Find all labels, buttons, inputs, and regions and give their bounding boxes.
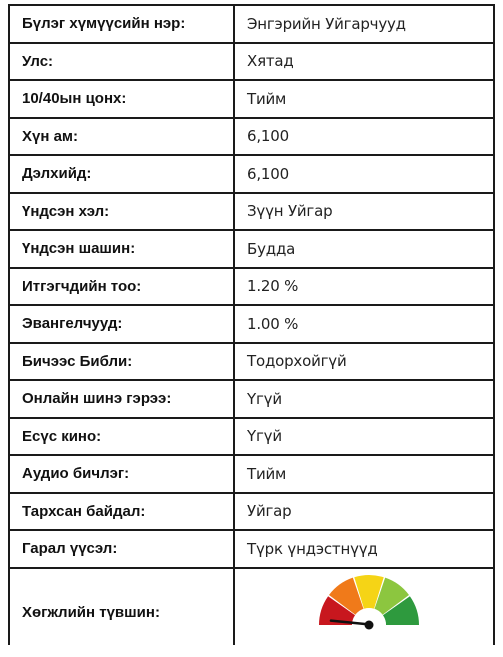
row-value: Тийм <box>234 455 494 493</box>
people-group-profile-table <box>8 4 495 645</box>
row-label: Дэлхийд: <box>9 155 234 193</box>
row-label: Есүс кино: <box>9 418 234 456</box>
row-value: Үгүй <box>234 418 494 456</box>
row-label: 10/40ын цонх: <box>9 80 234 118</box>
row-label: Гарал үүсэл: <box>9 530 234 568</box>
row-label: Улс: <box>9 43 234 81</box>
table-row <box>9 43 494 81</box>
table-row <box>9 493 494 531</box>
row-label: Итгэгчдийн тоо: <box>9 268 234 306</box>
row-value: Будда <box>234 230 494 268</box>
row-label: Эвангелчууд: <box>9 305 234 343</box>
progress-label: Хөгжлийн түвшин: <box>9 568 234 645</box>
table-row <box>9 530 494 568</box>
row-label: Хүн ам: <box>9 118 234 156</box>
row-value: 1.20 % <box>234 268 494 306</box>
table-row <box>9 305 494 343</box>
table-row <box>9 230 494 268</box>
row-value: Зүүн Уйгар <box>234 193 494 231</box>
table-row <box>9 268 494 306</box>
row-label: Бичээс Библи: <box>9 343 234 381</box>
row-value: Хятад <box>234 43 494 81</box>
row-label: Тархсан байдал: <box>9 493 234 531</box>
table-row <box>9 155 494 193</box>
row-value: Тийм <box>234 80 494 118</box>
gauge-hub <box>365 620 374 629</box>
row-value: Уйгар <box>234 493 494 531</box>
row-label: Үндсэн шашин: <box>9 230 234 268</box>
table-row <box>9 418 494 456</box>
table-row <box>9 118 494 156</box>
row-label: Бүлэг хүмүүсийн нэр: <box>9 5 234 43</box>
table-row-progress <box>9 568 494 645</box>
table-row <box>9 80 494 118</box>
row-value: 6,100 <box>234 118 494 156</box>
row-label: Аудио бичлэг: <box>9 455 234 493</box>
progress-gauge <box>314 573 424 637</box>
table-row <box>9 380 494 418</box>
row-value: 1.00 % <box>234 305 494 343</box>
row-label: Үндсэн хэл: <box>9 193 234 231</box>
row-value: Үгүй <box>234 380 494 418</box>
row-value: Түрк үндэстнүүд <box>234 530 494 568</box>
row-value: Энгэрийн Уйгарчууд <box>234 5 494 43</box>
table-row <box>9 455 494 493</box>
row-value: 6,100 <box>234 155 494 193</box>
table-row <box>9 193 494 231</box>
table-row <box>9 343 494 381</box>
row-value: Тодорхойгүй <box>234 343 494 381</box>
table-row <box>9 5 494 43</box>
progress-gauge-cell <box>234 568 494 645</box>
row-label: Онлайн шинэ гэрээ: <box>9 380 234 418</box>
